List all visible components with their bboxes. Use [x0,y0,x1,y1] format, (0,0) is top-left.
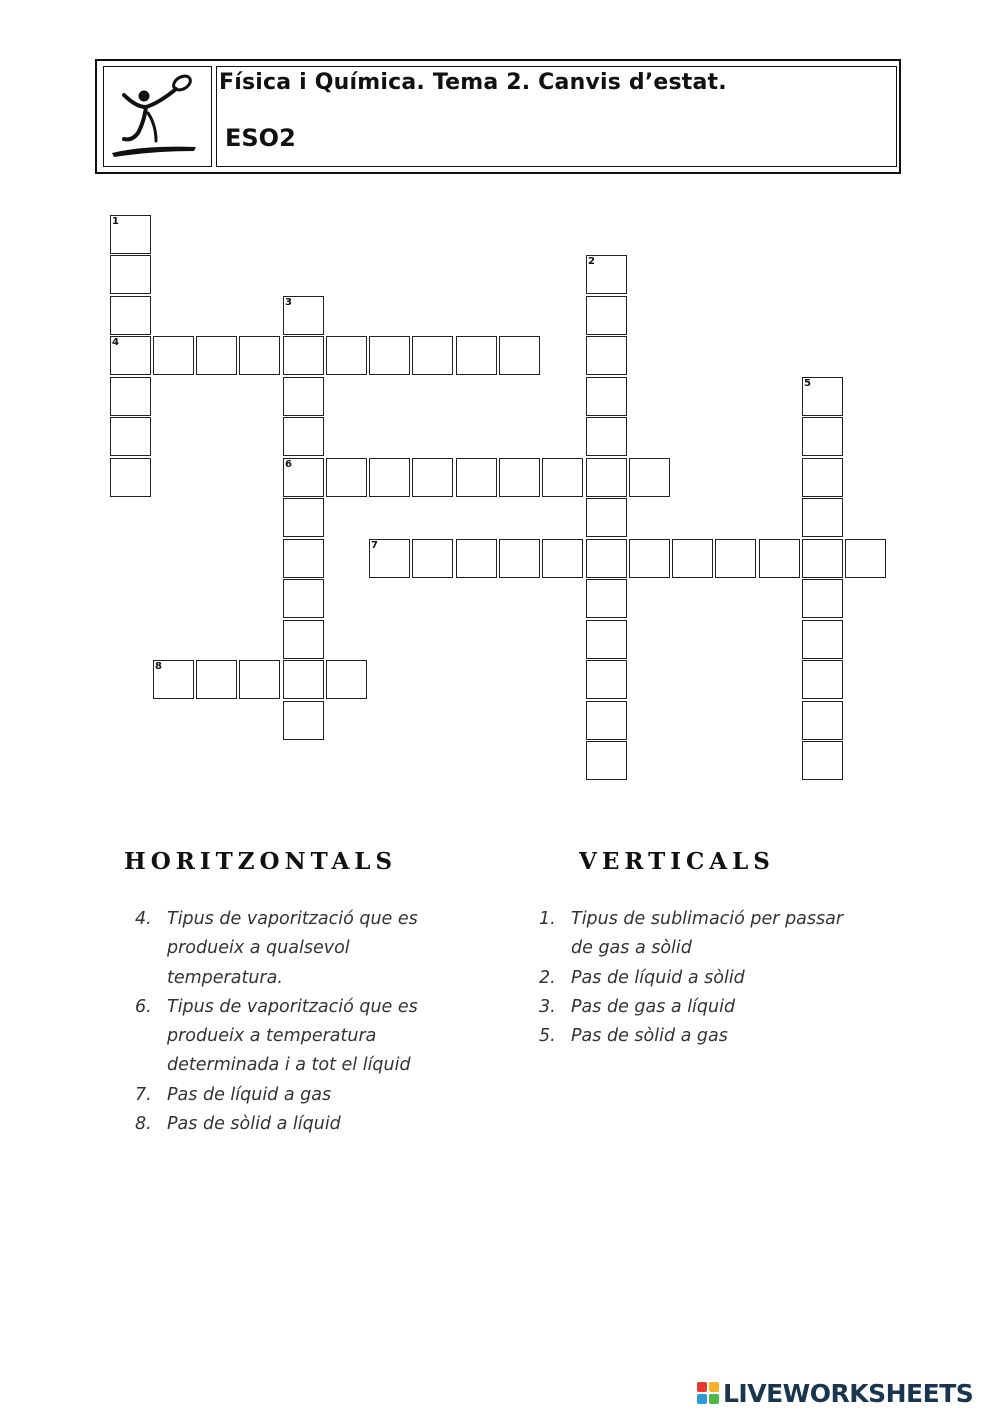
crossword-cell[interactable] [802,701,843,740]
crossword-cell[interactable] [110,417,151,456]
icon-square [697,1394,707,1404]
crossword-cell[interactable] [456,336,497,375]
crossword-cell[interactable] [586,458,627,497]
crossword-cell[interactable] [283,417,324,456]
crossword-cell[interactable] [542,539,583,578]
crossword-cell[interactable] [196,336,237,375]
clue-number: 2 [588,256,595,267]
horizontal-clues-title: HORITZONTALS [124,848,398,875]
clue-item [135,993,495,1081]
crossword-cell[interactable] [283,579,324,618]
crossword-cell[interactable] [586,701,627,740]
crossword-cell[interactable] [586,377,627,416]
icon-square [709,1382,719,1392]
crossword-cell[interactable] [239,336,280,375]
crossword-cell[interactable] [283,336,324,375]
crossword-cell[interactable] [283,660,324,699]
crossword-cell[interactable] [283,296,324,335]
brand-name: LIVEWORKSHEETS [723,1378,974,1408]
clue-number: 5 [804,378,811,389]
vertical-clues-list [539,905,919,1051]
crossword-cell[interactable] [586,255,627,294]
clue-item [539,964,919,993]
crossword-cell[interactable] [542,458,583,497]
clue-item [135,1081,495,1110]
crossword-cell[interactable] [802,417,843,456]
crossword-cell[interactable] [499,458,540,497]
crossword-cell[interactable] [110,377,151,416]
crossword-cell[interactable] [326,336,367,375]
clue-item-number: 6. [135,996,152,1017]
clue-number: 1 [112,216,119,227]
crossword-cell[interactable] [802,377,843,416]
clue-item-number: 1. [539,909,556,929]
clue-item [539,1022,919,1051]
crossword-cell[interactable] [802,741,843,780]
clue-number: 7 [371,540,378,551]
crossword-cell[interactable] [283,498,324,537]
clue-item-number: 4. [135,909,152,929]
clue-text-line: Pas de líquid a gas [167,1084,332,1105]
crossword-cell[interactable] [153,336,194,375]
crossword-cell[interactable] [802,579,843,618]
crossword-cell[interactable] [369,336,410,375]
clue-item-number: 8. [135,1114,152,1135]
crossword-cell[interactable] [629,539,670,578]
crossword-cell[interactable] [715,539,756,578]
clue-text-line: Tipus de vaporització que es [167,909,418,929]
crossword-cell[interactable] [369,539,410,578]
crossword-cell[interactable] [802,458,843,497]
clue-item-number: 5. [539,1026,556,1047]
crossword-cell[interactable] [110,336,151,375]
crossword-cell[interactable] [802,660,843,699]
clue-item [539,993,919,1022]
clue-text-line: temperatura. [167,967,283,988]
clue-item-number: 2. [539,967,556,988]
crossword-cell[interactable] [283,458,324,497]
clue-text-line: determinada i a tot el líquid [167,1055,411,1076]
clue-text-line: Tipus de vaporització que es [167,996,418,1017]
clue-text-line: de gas a sòlid [571,938,692,959]
crossword-cell[interactable] [110,458,151,497]
crossword-cell[interactable] [672,539,713,578]
clue-item-number: 3. [539,996,556,1017]
crossword-cell[interactable] [586,498,627,537]
crossword-cell[interactable] [456,539,497,578]
page-subtitle: ESO2 [225,124,296,152]
crossword-cell[interactable] [586,620,627,659]
crossword-cell[interactable] [586,336,627,375]
icon-square [709,1394,719,1404]
crossword-cell[interactable] [239,660,280,699]
crossword-cell[interactable] [283,377,324,416]
clue-text-line: Pas de gas a líquid [571,996,736,1017]
clue-item-number: 7. [135,1084,152,1105]
crossword-cell[interactable] [802,539,843,578]
crossword-cell[interactable] [586,741,627,780]
clue-text-line: Pas de sòlid a gas [571,1026,728,1047]
clue-number: 4 [112,337,119,348]
footer-brand [697,1377,973,1409]
horizontal-clues-list [135,905,495,1139]
crossword-cell[interactable] [326,660,367,699]
clue-text-line: Tipus de sublimació per passar [571,909,844,929]
crossword-cell[interactable] [283,620,324,659]
crossword-cell[interactable] [802,498,843,537]
clue-item [135,1110,495,1139]
crossword-cell[interactable] [456,458,497,497]
crossword-cell[interactable] [326,458,367,497]
crossword-cell[interactable] [110,296,151,335]
crossword-cell[interactable] [283,539,324,578]
crossword-cell[interactable] [283,701,324,740]
crossword-cell[interactable] [412,458,453,497]
clue-number: 3 [285,297,292,308]
crossword-cell[interactable] [196,660,237,699]
crossword-cell[interactable] [369,458,410,497]
icon-square [697,1382,707,1392]
crossword-cell[interactable] [629,458,670,497]
clue-text-line: produeix a temperatura [167,1026,377,1047]
clue-text-line: produeix a qualsevol [167,938,350,959]
clue-number: 6 [285,459,292,470]
crossword-cell[interactable] [586,660,627,699]
crossword-cell[interactable] [110,215,151,254]
vertical-clues-title: VERTICALS [579,848,775,875]
clue-item [539,905,919,964]
crossword-cell[interactable] [586,296,627,335]
crossword-cell[interactable] [802,620,843,659]
crossword-cell[interactable] [759,539,800,578]
clue-text-line: Pas de líquid a sòlid [571,967,745,988]
crossword-cell[interactable] [586,539,627,578]
crossword-cell[interactable] [586,579,627,618]
crossword-cell[interactable] [412,539,453,578]
crossword-cell[interactable] [499,336,540,375]
page-title: Física i Química. Tema 2. Canvis d’estat. [219,70,727,95]
crossword-cell[interactable] [110,255,151,294]
clue-number: 8 [155,661,162,672]
crossword-cell[interactable] [153,660,194,699]
clue-text-line: Pas de sòlid a líquid [167,1114,341,1135]
crossword-cell[interactable] [499,539,540,578]
clue-item [135,905,495,993]
crossword-cell[interactable] [586,417,627,456]
crossword-cell[interactable] [845,539,886,578]
crossword-cell[interactable] [412,336,453,375]
liveworksheets-icon [697,1382,719,1404]
